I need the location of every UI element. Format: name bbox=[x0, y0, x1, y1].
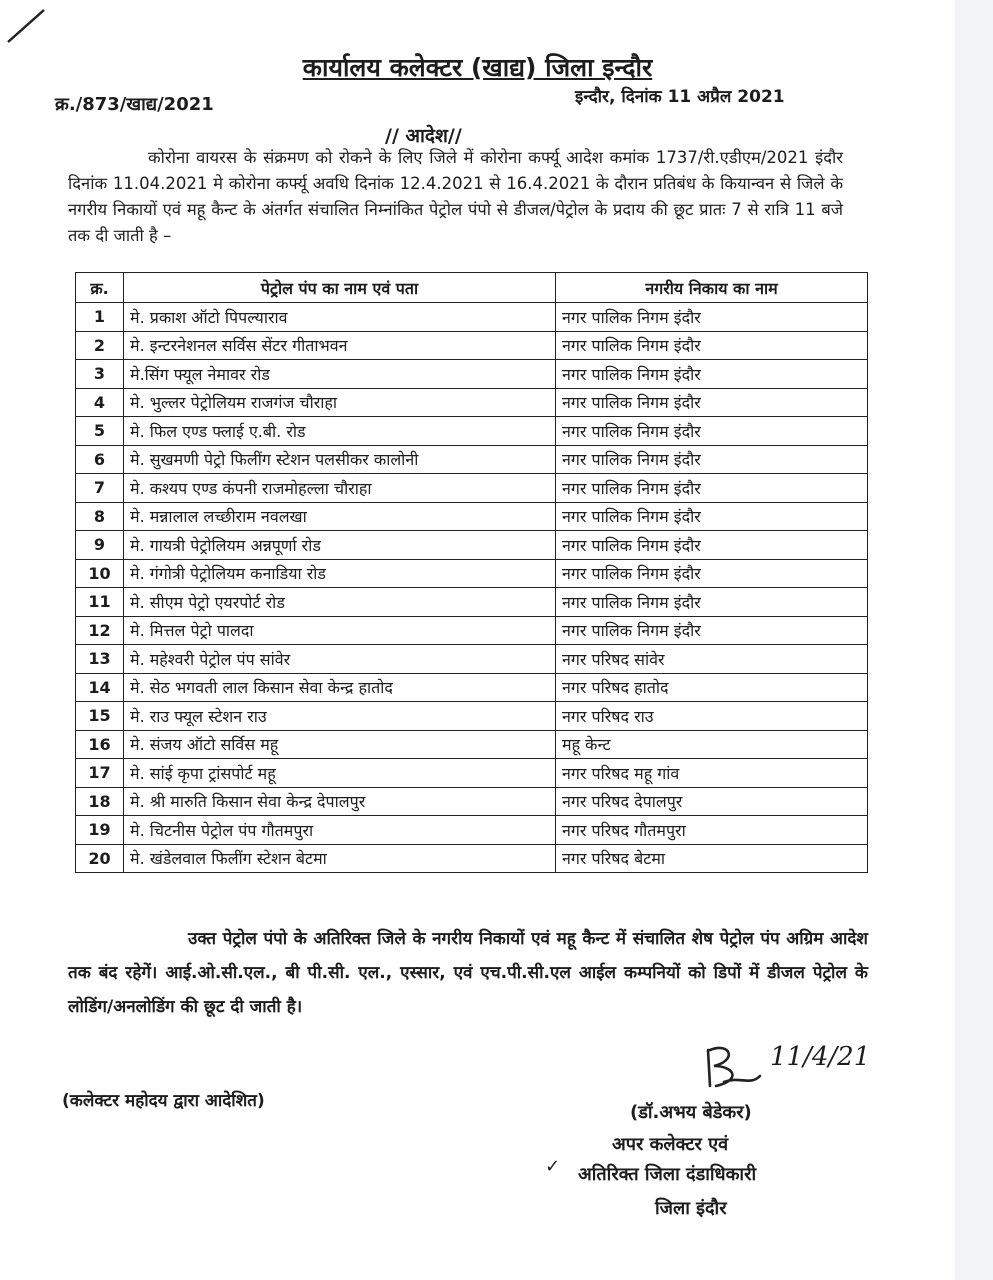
row-pump-name: मे. इन्टरनेशनल सर्विस सेंटर गीताभवन bbox=[124, 331, 556, 360]
col-header-municipal-body: नगरीय निकाय का नाम bbox=[556, 273, 868, 303]
row-municipal-body: नगर परिषद बेटमा bbox=[556, 844, 868, 873]
row-pump-name: मे. चिटनीस पेट्रोल पंप गौतमपुरा bbox=[124, 816, 556, 845]
row-serial: 20 bbox=[76, 844, 124, 873]
row-serial: 19 bbox=[76, 816, 124, 845]
row-pump-name: मे. कश्यप एण्ड कंपनी राजमोहल्ला चौराहा bbox=[124, 474, 556, 503]
row-serial: 2 bbox=[76, 331, 124, 360]
table-row bbox=[76, 303, 868, 332]
office-title: कार्यालय कलेक्टर (खाद्य) जिला इन्दौर bbox=[302, 53, 653, 82]
table-row bbox=[76, 759, 868, 788]
row-serial: 17 bbox=[76, 759, 124, 788]
row-serial: 14 bbox=[76, 673, 124, 702]
row-pump-name: मे. सांई कृपा ट्रांसपोर्ट महू bbox=[124, 759, 556, 788]
signatory-designation-2: अतिरिक्त जिला दंडाधिकारी bbox=[578, 1164, 757, 1185]
row-serial: 8 bbox=[76, 502, 124, 531]
row-serial: 5 bbox=[76, 417, 124, 446]
row-serial: 16 bbox=[76, 730, 124, 759]
background-strip bbox=[955, 0, 993, 1280]
table-row bbox=[76, 559, 868, 588]
table-row bbox=[76, 730, 868, 759]
reference-number: क्र./873/खाद्य/2021 bbox=[55, 94, 214, 115]
table-row bbox=[76, 702, 868, 731]
table-row bbox=[76, 588, 868, 617]
row-municipal-body: महू केन्ट bbox=[556, 730, 868, 759]
table-row bbox=[76, 360, 868, 389]
row-pump-name: मे. गंगोत्री पेट्रोलियम कनाडिया रोड bbox=[124, 559, 556, 588]
row-municipal-body: नगर पालिक निगम इंदौर bbox=[556, 303, 868, 332]
row-serial: 10 bbox=[76, 559, 124, 588]
intro-paragraph: कोरोना वायरस के संक्रमण को रोकने के लिए जिले में कोरोना कर्फ्यू आदेश कमांक 1737/री.एडीएम/2021 इंदौर दिनांक 11.04.2021 मे कोरोना कर्फ्यू अवधि दिनांक 12.4.2021 से 16.4.2021 के दौरान प्रतिबंध के कियान्वन से जिले के नगरीय निकायों एवं महू कैन्ट के अंतर्गत संचालित निम्नांकित पेट्रोल पंपो से डीजल/पेट्रोल के प्रदाय की छूट प्रातः 7 से रात्रि 11 बजे तक दी जाती है – bbox=[68, 148, 843, 245]
row-pump-name: मे. महेश्वरी पेट्रोल पंप सांवेर bbox=[124, 645, 556, 674]
row-serial: 12 bbox=[76, 616, 124, 645]
row-serial: 11 bbox=[76, 588, 124, 617]
row-serial: 13 bbox=[76, 645, 124, 674]
pen-stroke-mark bbox=[4, 4, 48, 48]
row-pump-name: मे. मित्तल पेट्रो पालदा bbox=[124, 616, 556, 645]
table-row bbox=[76, 531, 868, 560]
row-municipal-body: नगर परिषद सांवेर bbox=[556, 645, 868, 674]
row-municipal-body: नगर पालिक निगम इंदौर bbox=[556, 616, 868, 645]
row-serial: 9 bbox=[76, 531, 124, 560]
row-municipal-body: नगर पालिक निगम इंदौर bbox=[556, 360, 868, 389]
table-header-row bbox=[76, 273, 868, 303]
order-heading: // आदेश// bbox=[385, 125, 462, 147]
row-pump-name: मे. गायत्री पेट्रोलियम अन्नपूर्णा रोड bbox=[124, 531, 556, 560]
table-row bbox=[76, 388, 868, 417]
row-serial: 6 bbox=[76, 445, 124, 474]
petrol-pump-table bbox=[75, 272, 868, 873]
table-row bbox=[76, 645, 868, 674]
row-municipal-body: नगर परिषद राउ bbox=[556, 702, 868, 731]
row-serial: 7 bbox=[76, 474, 124, 503]
closing-paragraph: उक्त पेट्रोल पंपो के अतिरिक्त जिले के नगरीय निकायों एवं महू कैन्ट में संचालित शेष पेट्रोल पंप अग्रिम आदेश तक बंद रहेगें। आई.ओ.सी.एल., बी पी.सी. एल., एस्सार, एवं एच.पी.सी.एल आईल कम्पनियों को डिपों में डीजल पेट्रोल के लोडिंग/अनलोडिंग की छूट दी जाती है। bbox=[68, 929, 868, 1017]
row-pump-name: मे. भुल्लर पेट्रोलियम राजगंज चौराहा bbox=[124, 388, 556, 417]
order-date: इन्दौर, दिनांक 11 अप्रैल 2021 bbox=[575, 87, 785, 107]
row-serial: 4 bbox=[76, 388, 124, 417]
tick-mark: ✓ bbox=[545, 1156, 561, 1177]
row-pump-name: मे. फिल एण्ड फ्लाई ए.बी. रोड bbox=[124, 417, 556, 446]
row-pump-name: मे. खंडेलवाल फिलींग स्टेशन बेटमा bbox=[124, 844, 556, 873]
row-municipal-body: नगर पालिक निगम इंदौर bbox=[556, 331, 868, 360]
row-pump-name: मे.सिंग फ्यूल नेमावर रोड bbox=[124, 360, 556, 389]
table-row bbox=[76, 445, 868, 474]
row-pump-name: मे. प्रकाश ऑटो पिपल्याराव bbox=[124, 303, 556, 332]
table-row bbox=[76, 331, 868, 360]
table-row bbox=[76, 787, 868, 816]
row-municipal-body: नगर पालिक निगम इंदौर bbox=[556, 502, 868, 531]
row-serial: 3 bbox=[76, 360, 124, 389]
signature-date: 11/4/21 bbox=[770, 1042, 871, 1072]
row-municipal-body: नगर परिषद हातोद bbox=[556, 673, 868, 702]
signatory-designation: अपर कलेक्टर एवं bbox=[612, 1134, 729, 1155]
table-row bbox=[76, 474, 868, 503]
table-row bbox=[76, 816, 868, 845]
row-municipal-body: नगर पालिक निगम इंदौर bbox=[556, 388, 868, 417]
table-row bbox=[76, 417, 868, 446]
row-municipal-body: नगर पालिक निगम इंदौर bbox=[556, 588, 868, 617]
table-row bbox=[76, 844, 868, 873]
by-order-note: (कलेक्टर महोदय द्वारा आदेशित) bbox=[62, 1091, 265, 1111]
row-pump-name: मे. सेठ भगवती लाल किसान सेवा केन्द्र हातोद bbox=[124, 673, 556, 702]
row-municipal-body: नगर पालिक निगम इंदौर bbox=[556, 445, 868, 474]
table-row bbox=[76, 616, 868, 645]
table-row bbox=[76, 502, 868, 531]
row-municipal-body: नगर परिषद देपालपुर bbox=[556, 787, 868, 816]
row-serial: 15 bbox=[76, 702, 124, 731]
signatory-district: जिला इंदौर bbox=[655, 1198, 727, 1219]
row-pump-name: मे. राउ फ्यूल स्टेशन राउ bbox=[124, 702, 556, 731]
row-municipal-body: नगर पालिक निगम इंदौर bbox=[556, 417, 868, 446]
row-pump-name: मे. सीएम पेट्रो एयरपोर्ट रोड bbox=[124, 588, 556, 617]
col-header-pump-name: पेट्रोल पंप का नाम एवं पता bbox=[124, 273, 556, 303]
table-row bbox=[76, 673, 868, 702]
row-municipal-body: नगर परिषद गौतमपुरा bbox=[556, 816, 868, 845]
row-municipal-body: नगर परिषद महू गांव bbox=[556, 759, 868, 788]
row-pump-name: मे. श्री मारुति किसान सेवा केन्द्र देपालपुर bbox=[124, 787, 556, 816]
row-pump-name: मे. मन्नालाल लच्छीराम नवलखा bbox=[124, 502, 556, 531]
col-header-serial: क्र. bbox=[76, 273, 124, 303]
row-serial: 1 bbox=[76, 303, 124, 332]
row-serial: 18 bbox=[76, 787, 124, 816]
row-municipal-body: नगर पालिक निगम इंदौर bbox=[556, 559, 868, 588]
signatory-name: (डॉ.अभय बेडेकर) bbox=[630, 1102, 752, 1123]
row-pump-name: मे. संजय ऑटो सर्विस महू bbox=[124, 730, 556, 759]
row-pump-name: मे. सुखमणी पेट्रो फिलींग स्टेशन पलसीकर कालोनी bbox=[124, 445, 556, 474]
row-municipal-body: नगर पालिक निगम इंदौर bbox=[556, 531, 868, 560]
row-municipal-body: नगर पालिक निगम इंदौर bbox=[556, 474, 868, 503]
